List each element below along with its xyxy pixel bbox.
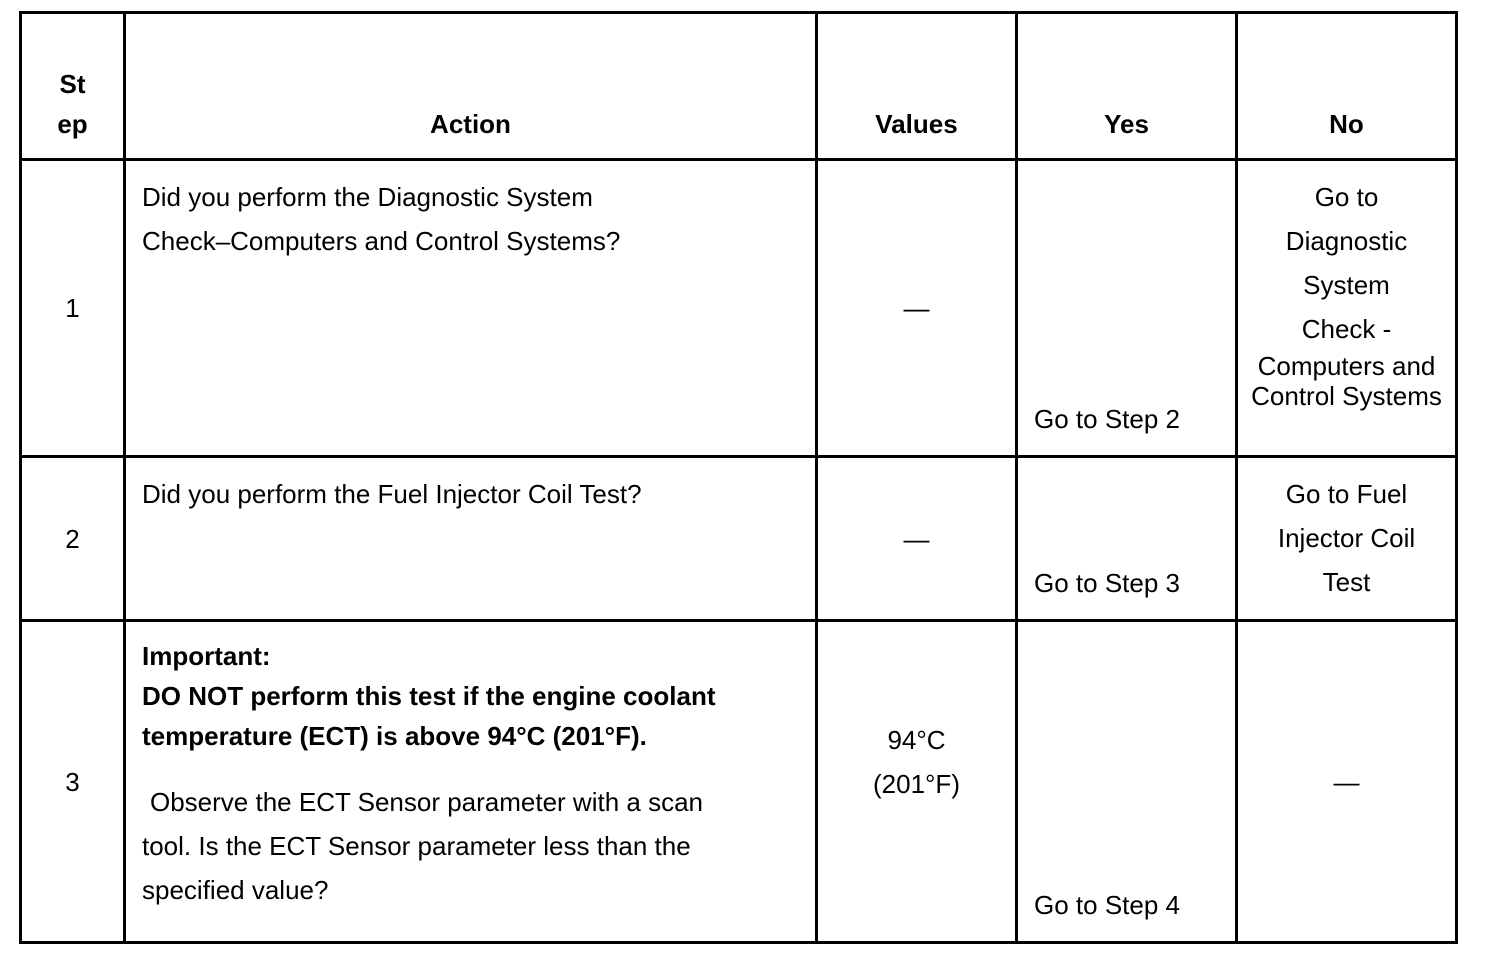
action-cell <box>125 457 817 621</box>
action-text: Check–Computers and Control Systems? <box>142 226 621 256</box>
no-cell: — <box>1237 621 1457 943</box>
important-text: temperature (ECT) is above 94°C (201°F). <box>142 721 647 751</box>
action-text: specified value? <box>142 875 329 905</box>
yes-cell: Go to Step 3 <box>1017 457 1237 621</box>
no-cell <box>1237 160 1457 457</box>
step-number: 3 <box>21 621 125 943</box>
yes-cell: Go to Step 2 <box>1017 160 1237 457</box>
header-step-line2: ep <box>57 109 88 139</box>
step-number: 2 <box>21 457 125 621</box>
header-yes: Yes <box>1017 13 1237 160</box>
header-row <box>21 13 1457 160</box>
no-text: System <box>1303 270 1390 300</box>
diagnostic-table <box>19 11 1458 944</box>
action-text: tool. Is the ECT Sensor parameter less than the <box>142 831 691 861</box>
values-text: 94°C <box>887 724 946 755</box>
action-text: Observe the ECT Sensor parameter with a scan <box>150 787 703 817</box>
values-text: (201°F) <box>873 768 960 799</box>
action-text: Did you perform the Fuel Injector Coil Test? <box>142 479 642 509</box>
header-step <box>21 13 125 160</box>
header-step-line1: St <box>59 69 86 99</box>
important-label: Important: <box>142 641 271 671</box>
action-text: Did you perform the Diagnostic System <box>142 182 593 212</box>
values-cell <box>817 621 1017 943</box>
no-text: Diagnostic <box>1285 226 1408 256</box>
values-cell: — <box>817 457 1017 621</box>
yes-cell: Go to Step 4 <box>1017 621 1237 943</box>
spacer <box>142 756 799 780</box>
no-text: Injector Coil <box>1277 523 1416 553</box>
action-cell <box>125 160 817 457</box>
action-cell <box>125 621 817 943</box>
table-row <box>21 160 1457 457</box>
header-values: Values <box>817 13 1017 160</box>
no-cell <box>1237 457 1457 621</box>
no-text: Control Systems <box>1251 381 1442 411</box>
important-text: DO NOT perform this test if the engine coolant <box>142 681 716 711</box>
no-text: Test <box>1322 567 1371 597</box>
header-action: Action <box>125 13 817 160</box>
values-cell: — <box>817 160 1017 457</box>
table-row <box>21 457 1457 621</box>
no-text: Check - <box>1301 314 1392 344</box>
no-text: Go to <box>1314 182 1379 212</box>
no-text: Computers and <box>1257 351 1436 381</box>
step-number: 1 <box>21 160 125 457</box>
table-row <box>21 621 1457 943</box>
no-text: Go to Fuel <box>1285 479 1408 509</box>
header-no: No <box>1237 13 1457 160</box>
